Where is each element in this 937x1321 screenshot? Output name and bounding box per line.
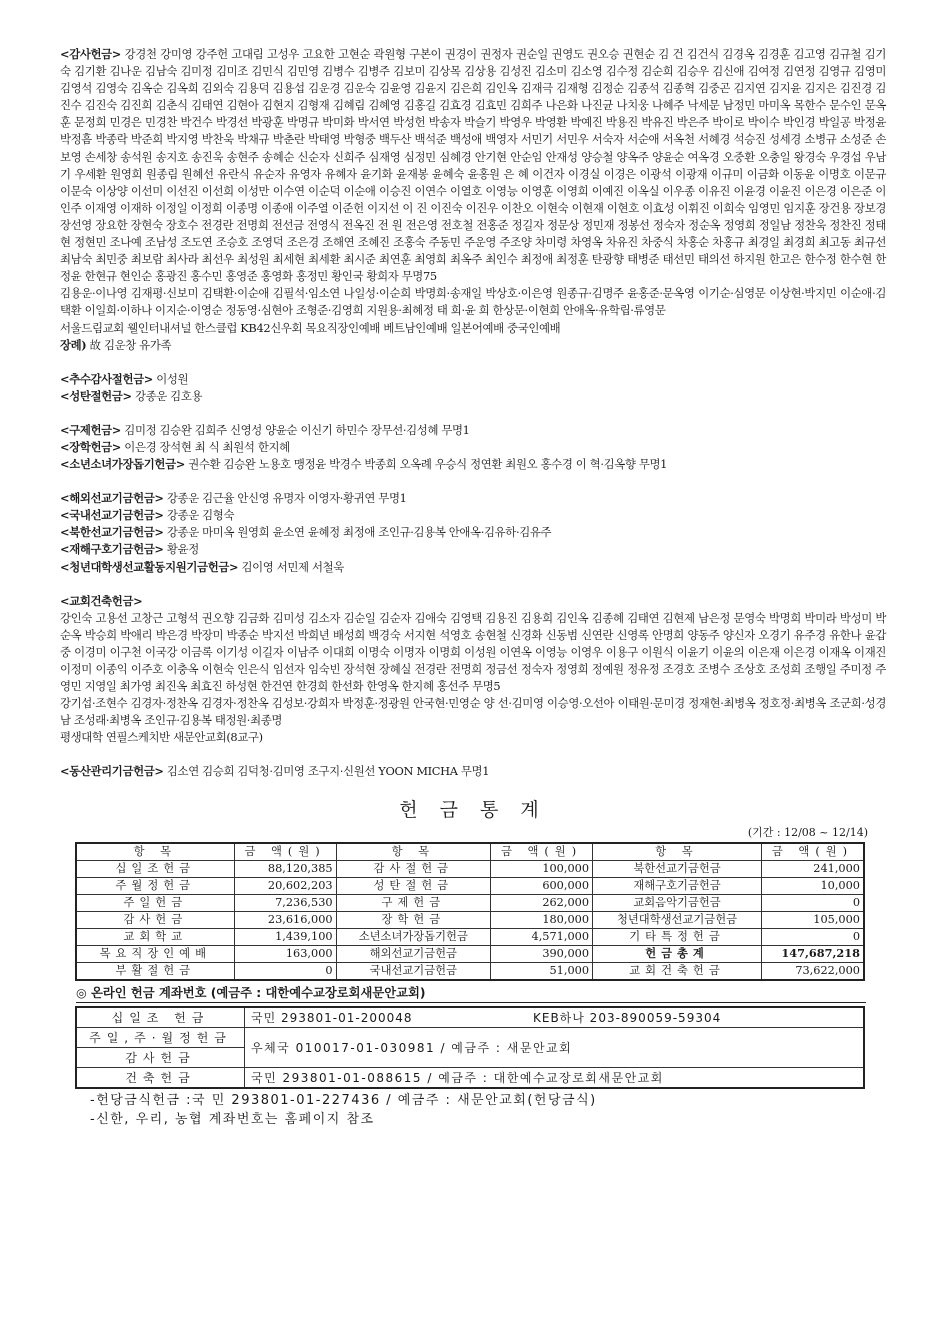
section-names: 서울드림교회 웰인터내셔널 한스클럽 KB42신우회 목요직장인예배 베트남인예배 일본어예배 중국인예배 [60, 320, 561, 335]
section-label: <감사헌금> [60, 47, 122, 61]
account-value: 우체국 010017-01-030981 / 예금주 : 새문안교회 [245, 1027, 865, 1067]
stats-amount: 390,000 [491, 945, 593, 962]
offering-section [60, 763, 886, 780]
account-row [76, 1027, 864, 1047]
stats-amount: 51,000 [491, 962, 593, 980]
offering-section [60, 593, 886, 610]
section-gap [60, 405, 886, 422]
document-page [60, 46, 886, 1129]
stats-item: 북한선교기금헌금 [593, 860, 762, 877]
offering-section [60, 337, 886, 354]
stats-header-row [76, 843, 864, 861]
stats-item: 주월정헌금 [76, 877, 234, 894]
stats-amount: 10,000 [762, 877, 865, 894]
offering-section [60, 507, 886, 524]
header-amount: 금 액(원) [234, 843, 336, 861]
stats-item: 교회건축헌금 [593, 962, 762, 980]
stats-amount: 0 [762, 894, 865, 911]
stats-amount: 4,571,000 [491, 928, 593, 945]
section-gap [60, 473, 886, 490]
section-gap [60, 746, 886, 763]
account-table [75, 1006, 865, 1089]
stats-amount: 0 [234, 962, 336, 980]
section-names: 故 김운창 유가족 [89, 337, 172, 352]
stats-item: 교회학교 [76, 928, 234, 945]
stats-amount: 7,236,530 [234, 894, 336, 911]
header-item: 항 목 [76, 843, 234, 861]
header-amount: 금 액(원) [491, 843, 593, 861]
account-label: 감사헌금 [76, 1047, 245, 1067]
section-label: <국내선교기금헌금> [60, 508, 164, 523]
stats-item: 감사절헌금 [336, 860, 490, 877]
stats-amount: 20,602,203 [234, 877, 336, 894]
stats-period: (기간 : 12/08 ~ 12/14) [747, 825, 868, 839]
section-names: 김소연 김승희 김덕청·김미영 조구지·신원선 YOON MICHA 무명1 [166, 764, 490, 779]
section-names: 황윤정 [166, 542, 199, 557]
stats-item: 성탄절헌금 [336, 877, 490, 894]
section-label: <추수감사절헌금> [60, 371, 153, 386]
account-row [76, 1007, 864, 1028]
section-names: 강인숙 고용선 고창근 고형석 권오향 김금화 김미성 김소자 김순일 김순자 김애숙 김영택 김용진 김용희 김인옥 김종혜 김태연 김현제 남은정 문영숙 박명희 박미라 박성미 박순옥 박승희 박애리 박은경 박장미 박종순 박지선 박희년 배성희 백경숙 서지현 석영호 송현철 신경화 신동범 신연란 신영록 안명희 양동주 양신자 오경기 유주경 유한나 윤갑중 이경미 이구천 이국강 이금록 이기성 이길자 이남주 이대희 이명숙 이명자 이명희 이성원 이연옥 이영능 이영우 이용구 이원식 이윤기 이윤의 이은재 이은경 이재옥 이재진 이정미 이종익 이주호 이충옥 이현숙 인은식 임선자 임숙빈 장석현 장혜실 전경란 전명희 정금선 정숙자 정영희 정예원 정유정 조경호 조병수 조상호 조성희 조행일 주미정 주영민 지영일 최가영 최진옥 최효진 하성현 한건연 한경희 한선화 한영옥 한지혜 홍선주 무명5 [60, 610, 886, 694]
stats-row [76, 894, 864, 911]
account-label: 십일조 헌금 [76, 1007, 245, 1028]
stats-item: 국내선교기금헌금 [336, 962, 490, 980]
section-gap [60, 354, 886, 371]
account-value: KEB하나 203-890059-59304 [527, 1007, 864, 1028]
stats-item: 해외선교기금헌금 [336, 945, 490, 962]
offering-section [60, 320, 886, 337]
account-label: 건축헌금 [76, 1067, 245, 1088]
stats-item: 청년대학생선교기금헌금 [593, 911, 762, 928]
stats-item: 기타특정헌금 [593, 928, 762, 945]
section-label: <해외선교기금헌금> [60, 491, 164, 506]
offering-section [60, 46, 886, 285]
header-item: 항 목 [336, 843, 490, 861]
stats-title: 헌 금 통 계 [399, 798, 547, 821]
stats-item: 목요직장인예배 [76, 945, 234, 962]
stats-amount: 23,616,000 [234, 911, 336, 928]
stats-item: 소년소녀가장돕기헌금 [336, 928, 490, 945]
stats-amount: 163,000 [234, 945, 336, 962]
section-label: <청년대학생선교활동지원기금헌금> [60, 559, 239, 574]
section-names: 권수환 김승완 노용호 맹정윤 박경수 박종희 오옥례 우승식 정연환 최원오 홍수경 이 혁·김옥향 무명1 [188, 457, 668, 472]
offering-section [60, 388, 886, 405]
section-gap [60, 576, 886, 593]
offering-section [60, 285, 886, 319]
section-label: <성탄절헌금> [60, 388, 132, 403]
stats-item: 교회음악기금헌금 [593, 894, 762, 911]
offering-section [60, 490, 886, 507]
offering-stats-table [75, 842, 865, 981]
stats-item: 헌금총계 [593, 945, 762, 962]
offering-section [60, 610, 886, 695]
offering-section [60, 422, 886, 439]
section-label: <교회건축헌금> [60, 593, 143, 608]
note-line: -헌당금식헌금 :국 민 293801-01-227436 / 예금주 : 새문안교회(헌당금식) [90, 1092, 597, 1108]
stats-amount: 262,000 [491, 894, 593, 911]
offering-name-list [60, 46, 886, 781]
notes [90, 1091, 886, 1129]
offering-section [60, 729, 886, 746]
stats-amount: 73,622,000 [762, 962, 865, 980]
stats-amount: 180,000 [491, 911, 593, 928]
stats-amount: 147,687,218 [762, 945, 865, 962]
stats-row [76, 962, 864, 980]
stats-amount: 88,120,385 [234, 860, 336, 877]
section-label: <북한선교기금헌금> [60, 525, 164, 540]
stats-row [76, 877, 864, 894]
section-names: 김이영 서민제 서철욱 [241, 559, 344, 574]
account-value: 국민 293801-01-088615 / 예금주 : 대한예수교장로회새문안교회 [245, 1067, 865, 1088]
stats-item: 재해구호기금헌금 [593, 877, 762, 894]
offering-section [60, 559, 886, 576]
stats-item: 감사헌금 [76, 911, 234, 928]
stats-item: 십일조헌금 [76, 860, 234, 877]
section-names: 강종운 마미옥 원영희 윤소연 윤혜정 최정애 조인규·김용복 안애옥·김유하·김유주 [166, 525, 552, 540]
header-amount: 금 액(원) [762, 843, 865, 861]
stats-amount: 1,439,100 [234, 928, 336, 945]
stats-amount: 100,000 [491, 860, 593, 877]
header-item: 항 목 [593, 843, 762, 861]
section-names: 강경천 강미영 강주헌 고대림 고성우 고요한 고현순 곽원형 구본이 권경이 권정자 권순일 권영도 권오승 권현순 김 건 김건식 김경옥 김경훈 김고영 김규철 김기숙 김기환 김나운 김남숙 김미정 김미조 김민식 김민영 김병수 김병주 김보미 김상목 김상용 김성진 김소미 김소영 김수정 김순희 김승우 김신애 김여정 김연정 김영규 김영미 김영석 김영숙 김옥순 김옥희 김외숙 김용덕 김용섭 김운경 김운숙 김윤영 김윤지 김은희 김인옥 김재극 김재형 김정순 김종석 김종혁 김중곤 김지연 김지윤 김지은 김진경 김진수 김진숙 김진희 김춘식 김태연 김현아 김현지 김형재 김혜림 김혜영 김홍길 김효경 김효민 김희주 나은화 나진균 나치웅 나혜주 낙세문 남정민 마미옥 목한수 문수인 문옥훈 문정희 민경은 민경찬 박건수 박경선 박광훈 박명규 박미화 박서연 박성헌 박송자 박슬기 박영우 박영환 박예진 박용진 박유진 박은주 박이로 박이수 박인경 박일공 박정윤 박정흠 박종락 박준희 박지영 박찬욱 박채규 박춘란 박태영 박형중 백두산 백석준 백성애 백영자 서민기 서민우 서숙자 서순애 서옥천 서혜경 석승진 성세경 소병규 소성준 손보영 손세창 송석원 송지호 송진욱 송현주 송혜순 신순자 신희주 심재영 심정민 심혜경 안기현 안순임 안재성 양승철 양옥주 양윤순 여옥경 오중환 오충일 왕경숙 우경섭 우남기 우세환 원영희 원종림 원혜선 유란식 유순자 유영자 유혜자 윤기화 윤재봉 윤혜숙 윤홍원 은 혜 이건자 이경실 이경은 이광석 이광재 이규미 이금화 이동윤 이명호 이문규 이문숙 이상양 이선미 이선진 이선희 이성만 이수연 이순덕 이순애 이승진 이연수 이열호 이영능 이영훈 이영희 이예진 이옥실 이우종 이유진 이윤경 이윤진 이은경 이은준 이인주 이재영 이재하 이정일 이정희 이종명 이종애 이주열 이준헌 이지선 이 진 이진숙 이진우 이찬오 이현숙 이현재 이현호 이효성 이휘진 이희숙 임영민 임지훈 장건용 장보경 장선영 장요한 장현숙 장호수 전경란 전명희 전선금 전영식 전옥진 전 원 전은영 전호철 전홍준 정길자 정문상 정민재 정봉선 정숙자 정순옥 정영희 정일남 정찬욱 정찬진 정태현 정현민 조나예 조남성 조도연 조승호 조영덕 조은경 조해연 조혜진 조홍숙 주동민 주운영 주조양 차미령 차영옥 차유진 차중식 차홍순 차홍규 최경일 최경희 최고동 최규선 최남숙 최민중 최보람 최사라 최선우 최성원 최세현 최세환 최시준 최연훈 최영희 최옥주 최인수 최정애 최정훈 탄광향 태병준 태선민 태의선 하지원 한고은 한수정 한수현 한정윤 한현규 현인순 홍광진 홍수민 홍영준 홍영화 홍정민 황인국 황희자 무명75 [60, 47, 886, 284]
section-names: 평생대학 연필스케치반 새문안교회(8교구) [60, 730, 263, 745]
stats-item: 주일헌금 [76, 894, 234, 911]
section-names: 이성원 [156, 371, 189, 386]
account-row [76, 1067, 864, 1088]
section-label: <재해구호기금헌금> [60, 542, 164, 557]
stats-row [76, 860, 864, 877]
stats-amount: 241,000 [762, 860, 865, 877]
stats-item: 장학헌금 [336, 911, 490, 928]
stats-item: 구제헌금 [336, 894, 490, 911]
account-value: 국민 293801-01-200048 [245, 1007, 528, 1028]
offering-section [60, 524, 886, 541]
section-names: 강종운 김호용 [134, 388, 203, 403]
offering-section [60, 541, 886, 558]
stats-row [76, 911, 864, 928]
stats-amount: 600,000 [491, 877, 593, 894]
section-names: 강종운 김근율 안신영 유명자 이영자·황귀연 무명1 [166, 491, 407, 506]
stats-row [76, 928, 864, 945]
section-names: 김미정 김승완 김희주 신영성 양윤순 이신기 하민수 장무선·김성혜 무명1 [124, 422, 470, 437]
online-account-header: ◎ 온라인 헌금 계좌번호 (예금주 : 대한예수교장로회새문안교회) [76, 983, 866, 1003]
stats-row [76, 945, 864, 962]
account-label: 주일,주·월정헌금 [76, 1027, 245, 1047]
stats-amount: 0 [762, 928, 865, 945]
section-label: <장학헌금> [60, 439, 122, 454]
section-names: 강기섭·조현수 김경자·정찬옥 김경자·정찬옥 김성보·강희자 박정훈·정광원 안국현·민영순 양 선·김미영 이승영·오선아 이태원·문미경 정재현·최병옥 정호정·최병옥 조군희·성경남 조성래·최병옥 조인규·김용복 태정원·최종명 [60, 696, 886, 728]
section-label: 장례) [60, 337, 87, 352]
section-label: <구제헌금> [60, 422, 122, 437]
section-names: 김용운·이나영 김재평·신보미 김택환·이순애 김필석·임소연 나일성·이순희 박명희·송재일 박상호·이은영 원종규·김명주 윤홍준·문옥영 이기순·심영문 이상현·박지민 이순애·김택환 이일희·이하나 이지순·이영순 정동영·심현아 조형준·김영희 지원용·최혜정 태 희·윤 희 한상문·이현희 안애옥·유학립·류영문 [60, 286, 886, 318]
section-names: 강종운 김형숙 [166, 508, 235, 523]
note-line: -신한, 우리, 농협 계좌번호는 홈페이지 참조 [90, 1111, 375, 1127]
offering-section [60, 439, 886, 456]
offering-section [60, 695, 886, 729]
offering-section [60, 456, 886, 473]
section-names: 이은경 장석현 최 식 최원석 한지혜 [124, 439, 290, 454]
offering-section [60, 371, 886, 388]
stats-item: 부활절헌금 [76, 962, 234, 980]
stats-amount: 105,000 [762, 911, 865, 928]
section-label: <동산관리기금헌금> [60, 764, 164, 779]
section-label: <소년소녀가장돕기헌금> [60, 457, 185, 472]
